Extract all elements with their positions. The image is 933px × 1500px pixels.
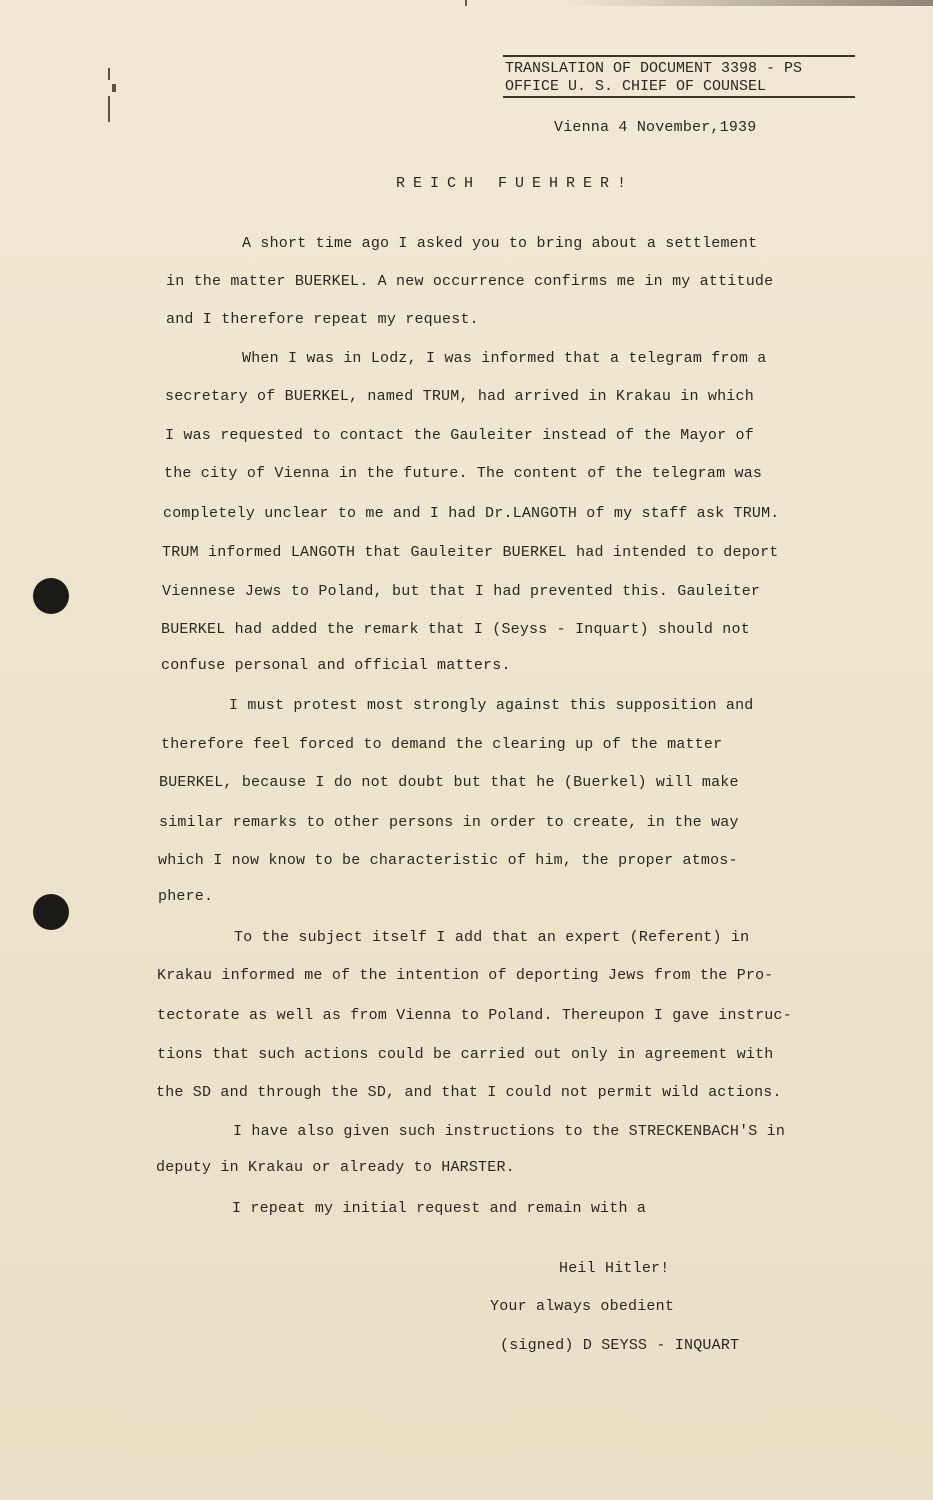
body-line: tectorate as well as from Vienna to Poland. Thereupon I gave instruc- — [157, 1007, 792, 1024]
body-line: therefore feel forced to demand the clearing up of the matter — [161, 736, 723, 753]
margin-mark — [112, 84, 116, 92]
body-line: I have also given such instructions to the STRECKENBACH'S in — [233, 1123, 786, 1140]
body-line: similar remarks to other persons in order to create, in the way — [159, 814, 739, 831]
body-line: secretary of BUERKEL, named TRUM, had arrived in Krakau in which — [165, 388, 754, 405]
body-line: BUERKEL, because I do not doubt but that he (Buerkel) will make — [159, 774, 739, 791]
header-translation-line: TRANSLATION OF DOCUMENT 3398 - PS — [505, 60, 803, 77]
page-edge-shadow — [560, 0, 933, 6]
dateline: Vienna 4 November,1939 — [554, 119, 757, 136]
salutation: REICH FUEHRER! — [396, 175, 635, 192]
body-line: phere. — [158, 888, 214, 905]
closing-obedient: Your always obedient — [490, 1298, 675, 1315]
body-line: the SD and through the SD, and that I could not permit wild actions. — [156, 1084, 782, 1101]
body-line: BUERKEL had added the remark that I (Seyss - Inquart) should not — [161, 621, 750, 638]
margin-mark — [108, 96, 110, 122]
body-line: I was requested to contact the Gauleiter instead of the Mayor of — [165, 427, 754, 444]
header-office-line: OFFICE U. S. CHIEF OF COUNSEL — [505, 78, 767, 95]
body-line: Krakau informed me of the intention of deporting Jews from the Pro- — [157, 967, 774, 984]
body-line: in the matter BUERKEL. A new occurrence confirms me in my attitude — [166, 273, 774, 290]
header-rule-bottom — [503, 96, 855, 98]
punch-hole-bottom — [33, 894, 69, 930]
body-line: tions that such actions could be carried out only in agreement with — [157, 1046, 774, 1063]
signature-line: (signed) D SEYSS - INQUART — [500, 1337, 740, 1354]
body-line: and I therefore repeat my request. — [166, 311, 479, 328]
body-line: confuse personal and official matters. — [161, 657, 511, 674]
margin-mark — [108, 68, 110, 80]
header-rule-top — [503, 55, 855, 57]
body-line: the city of Vienna in the future. The content of the telegram was — [164, 465, 763, 482]
body-line: which I now know to be characteristic of him, the proper atmos- — [158, 852, 738, 869]
punch-hole-top — [33, 578, 69, 614]
body-line: A short time ago I asked you to bring about a settlement — [242, 235, 758, 252]
body-line: When I was in Lodz, I was informed that a telegram from a — [242, 350, 767, 367]
page-top-mark — [465, 0, 467, 6]
body-line: completely unclear to me and I had Dr.LANGOTH of my staff ask TRUM. — [163, 505, 780, 522]
body-line: deputy in Krakau or already to HARSTER. — [156, 1159, 515, 1176]
body-line: I must protest most strongly against this supposition and — [229, 697, 754, 714]
body-line: I repeat my initial request and remain with a — [232, 1200, 647, 1217]
body-line: TRUM informed LANGOTH that Gauleiter BUERKEL had intended to deport — [162, 544, 779, 561]
body-line: To the subject itself I add that an expert (Referent) in — [234, 929, 750, 946]
body-line: Viennese Jews to Poland, but that I had prevented this. Gauleiter — [162, 583, 761, 600]
closing-heil: Heil Hitler! — [559, 1260, 670, 1277]
